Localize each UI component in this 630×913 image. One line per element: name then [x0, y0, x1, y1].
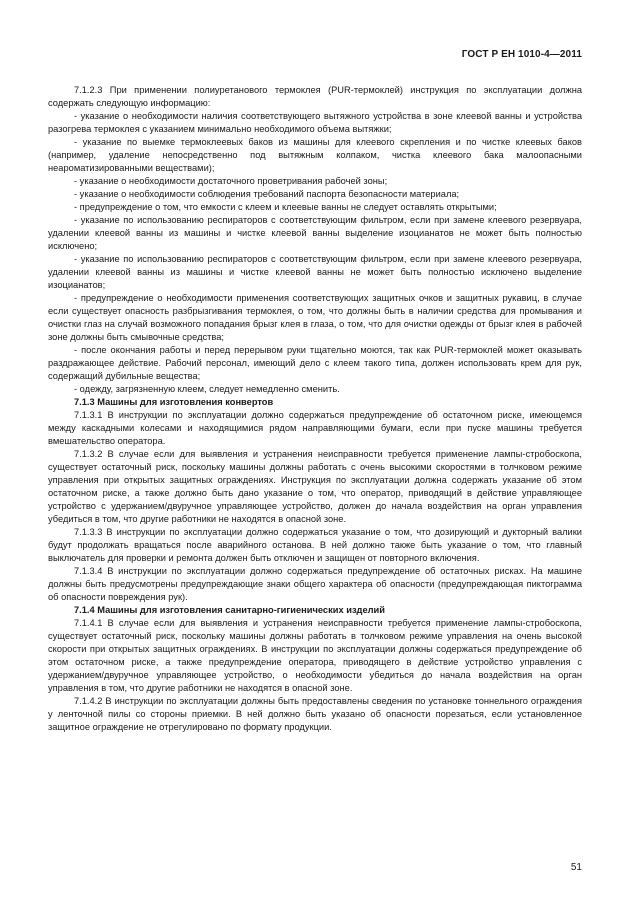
body-text	[48, 84, 582, 734]
paragraph: 7.1.3.1 В инструкции по эксплуатации должно содержаться предупреждение об остаточном риске, имеющемся между каскадными колесами и находящимися рядом направляющими бумаги, если при пуске машины требуется вмешательство оператора.	[48, 410, 582, 446]
section-heading: 7.1.3 Машины для изготовления конвертов	[74, 397, 274, 407]
list-item: - указание о необходимости наличия соответствующего вытяжного устройства в зоне клеевой ванны и устройства разогрева термоклея с указанием минимально необходимого объема вытяжки;	[48, 111, 582, 134]
paragraph: 7.1.3.3 В инструкции по эксплуатации должно содержаться указание о том, что дозирующий и дукторный валики будут продолжать вращаться после аварийного останова. В ней должно также быть указание о том, что главный выключатель для проверки и ремонта должен быть отключен и защищен от повторного включения.	[48, 527, 582, 563]
paragraph: 7.1.3.4 В инструкции по эксплуатации должно содержаться предупреждение об остаточных рисках. На машине должны быть предусмотрены предупреждающие знаки общего характера об опасности (предупреждающая пиктограмма об опасности повреждения рук).	[48, 566, 582, 602]
page-number: 51	[570, 862, 582, 873]
list-item: - предупреждение о том, что емкости с клеем и клеевые ванны не следует оставлять открытыми;	[74, 202, 497, 212]
list-item: - указание о необходимости соблюдения требований паспорта безопасности материала;	[74, 189, 460, 199]
paragraph: 7.1.3.2 В случае если для выявления и устранения неисправности требуется применение лампы-стробоскопа, существует остаточный риск, поскольку машины должны работать с очень высокими скоростями в толчковом режиме управления при открытых защитных ограждениях. Инструкция по эксплуатации должна содержать указание об этом остаточном риске, а также должно быть дано указание о том, что оператор, приводящий в действие управляющее устройство с удержанием/двуручное управляющее устройство, должен до начала воздействия на орган управления убедиться в том, что другие работники не находятся в опасной зоне.	[48, 449, 582, 524]
paragraph: 7.1.4.2 В инструкции по эксплуатации должны быть предоставлены сведения по установке тоннельного ограждения у ленточной пилы со стороны приемки. В ней должно быть указано об опасности порезаться, если установленное защитное ограждение не отрегулировано по формату продукции.	[48, 696, 582, 732]
list-item: - предупреждение о необходимости применения соответствующих защитных очков и защитных рукавиц, в случае если существует опасность разбрызгивания термоклея, о том, что должны быть в наличии средства для промывания и очистки глаз на случай возможного попадания брызг клея в глаза, о том, что для очистки одежды от брызг клея в рабочей зоне должны быть смывочные средства;	[48, 293, 582, 342]
paragraph: 7.1.2.3 При применении полиуретанового термоклея (PUR-термоклей) инструкция по эксплуатации должна содержать следующую информацию:	[48, 85, 582, 108]
list-item: - указание по использованию респираторов с соответствующим фильтром, если при замене клеевого резервуара, удалении клеевой ванны из машины и чистке клеевой ванны выделение изоцианатов не может быть полностью исключено;	[48, 215, 582, 251]
list-item: - указание по использованию респираторов с соответствующим фильтром, если при замене клеевого резервуара, удалении клеевой ванны из машины и чистке клеевой ванны не может быть полностью исключено выделение изоцианатов;	[48, 254, 582, 290]
list-item: - указание по выемке термоклеевых баков из машины для клеевого скрепления и по чистке клеевых баков (например, удаление непосредственно под вытяжным колпаком, чистка клеевого бака малоопасными неароматизированными веществами);	[48, 137, 582, 173]
list-item: - указание о необходимости достаточного проветривания рабочей зоны;	[74, 176, 388, 186]
paragraph: 7.1.4.1 В случае если для выявления и устранения неисправности требуется применение лампы-стробоскопа, существует остаточный риск, поскольку машины должны работать в толчковом режиме управления на очень высокой скорости при открытых защитных ограждениях. В инструкции по эксплуатации должны содержаться предупреждение об этом остаточном риске, а также предупреждение оператора, приводящего в действие устройство управления с удержанием/двуручное управляющее устройство, о необходимости убедиться до начала воздействия на орган управления в том, что другие работники не находятся в опасной зоне.	[48, 618, 582, 693]
list-item: - после окончания работы и перед перерывом руки тщательно моются, так как PUR-термоклей может оказывать раздражающее действие. Рабочий персонал, имеющий дело с клеем такого типа, должен использовать крем для рук, содержащий дубильные вещества;	[48, 345, 582, 381]
section-heading: 7.1.4 Машины для изготовления санитарно-гигиенических изделий	[74, 605, 385, 615]
list-item: - одежду, загрязненную клеем, следует немедленно сменить.	[74, 384, 340, 394]
standard-header: ГОСТ Р ЕН 1010-4—2011	[461, 49, 582, 60]
